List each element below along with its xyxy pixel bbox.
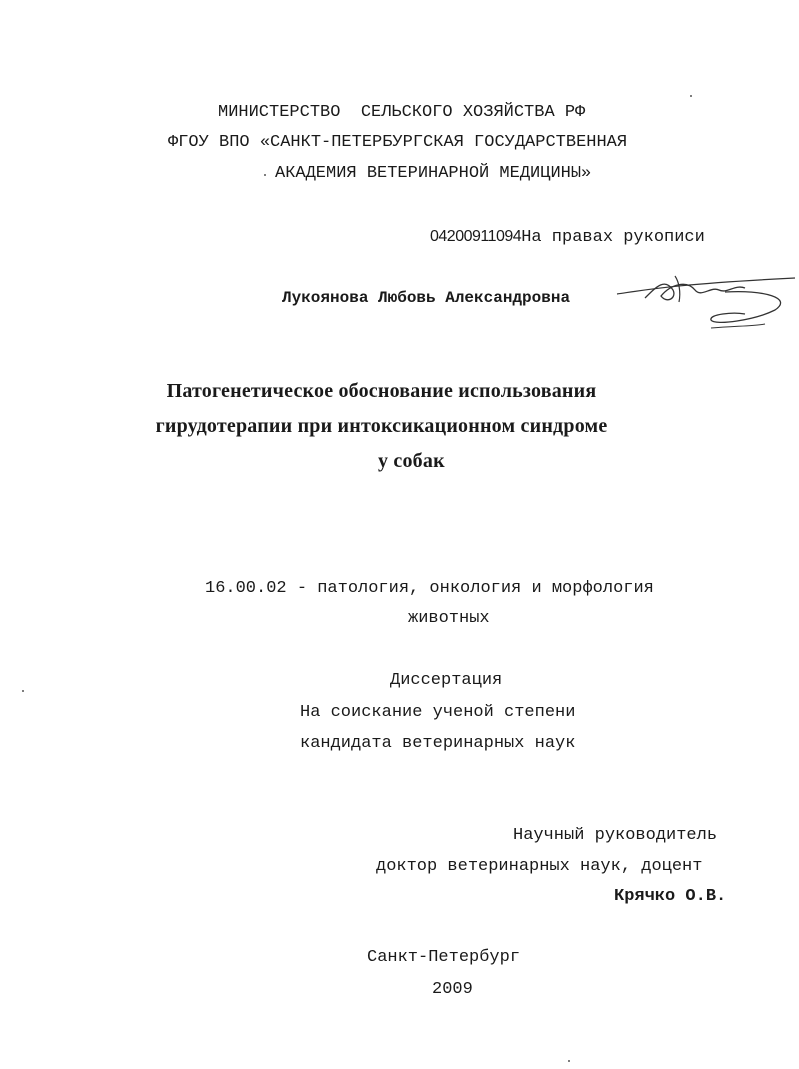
manuscript-rights <box>430 227 705 248</box>
title-line-2: гирудотерапии при интоксикационном синдроме <box>155 415 608 437</box>
institution-line-2: АКАДЕМИЯ ВЕТЕРИНАРНОЙ МЕДИЦИНЫ» <box>275 164 592 183</box>
ministry-line: МИНИСТЕРСТВО СЕЛЬСКОГО ХОЗЯЙСТВА РФ <box>218 103 586 122</box>
supervisor-role: Научный руководитель <box>513 826 718 845</box>
footer-year: 2009 <box>432 980 473 999</box>
signature-image <box>615 268 795 338</box>
scan-speck <box>568 1060 570 1062</box>
degree-line-2: На соискание ученой степени <box>300 703 576 722</box>
degree-line-1: Диссертация <box>390 671 503 690</box>
manuscript-number: 04200911094 <box>430 228 522 245</box>
author-name: Лукоянова Любовь Александровна <box>282 289 571 307</box>
degree-line-3: кандидата ветеринарных наук <box>300 734 576 753</box>
scan-speck <box>22 690 24 692</box>
specialty-line-2: животных <box>408 609 490 628</box>
title-line-3: у собак <box>378 450 445 472</box>
footer-city: Санкт-Петербург <box>367 948 521 967</box>
specialty-line-1: 16.00.02 - патология, онкология и морфология <box>205 579 654 598</box>
rights-label: На правах рукописи <box>521 228 705 247</box>
supervisor-name: Крячко О.В. <box>614 887 727 906</box>
supervisor-rank: доктор ветеринарных наук, доцент <box>376 857 703 876</box>
institution-line-1: ФГОУ ВПО «САНКТ-ПЕТЕРБУРГСКАЯ ГОСУДАРСТВЕННАЯ <box>168 133 628 152</box>
title-line-1: Патогенетическое обоснование использования <box>166 380 597 402</box>
scan-speck <box>690 95 692 97</box>
scan-speck <box>264 174 266 176</box>
